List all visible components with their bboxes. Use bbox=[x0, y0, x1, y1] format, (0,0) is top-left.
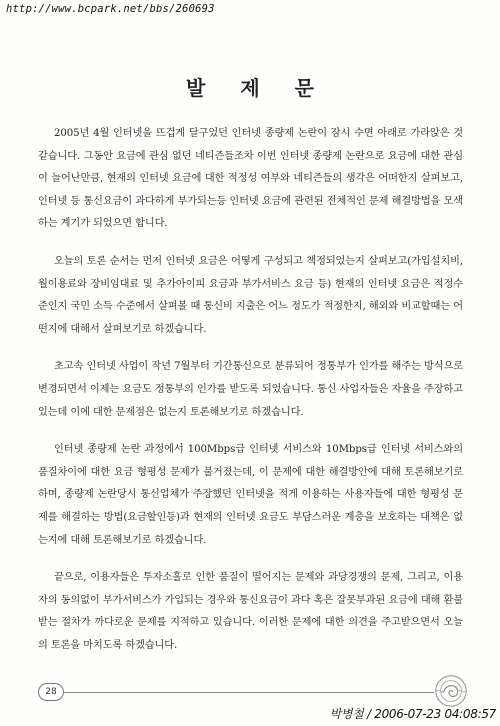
source-url: http://www.bcpark.net/bbs/260693 bbox=[6, 3, 215, 15]
paragraph-4: 인터넷 종량제 논란 과정에서 100Mbps급 인터넷 서비스와 10Mbps급 인터넷 서비스와의 품질차이에 대한 요금 형평성 문제가 불거졌는데, 이 문제에 대한 해결방안에 대해 토론해보기로 하며, 종량제 논란당시 통신업체가 주장했던 인터넷을 적게 이용하는 사용자들에 대한 형평성 문제를 해결하는 방법(요금할인등)과 현재의 인터넷 요금도 부담스러운 계층을 보호하는 대책은 없는지에 대해 토론해보기로 하겠습니다. bbox=[38, 444, 463, 546]
paragraph-2: 오늘의 토론 순서는 먼저 인터넷 요금은 어떻게 구성되고 책정되었는지 살펴보고(가입설치비, 월이용료와 장비임대료 및 추가아이피 요금과 부가서비스 요금 등) 현재의 인터넷 요금은 적정수준인지 국민 소득 수준에서 살펴볼 때 통신비 지출은 어느 정도가 적정한지, 해외와 비교할때는 어떤지에 대해서 살펴보기로 하겠습니다. bbox=[38, 255, 463, 335]
page-number: 28 bbox=[38, 683, 64, 701]
paragraph-5: 끝으로, 이용자들은 투자소홀로 인한 품질이 떨어지는 문제와 과당경쟁의 문제, 그리고, 이용자의 동의없이 부가서비스가 가입되는 경우와 통신요금이 과다 혹은 잘못부과된 요금에 대해 환불받는 절차가 까다로운 문제를 지적하고 있습니다. 이러한 문제에 대한 의견을 주고받으면서 오늘의 토론을 마치도록 하겠습니다. bbox=[38, 572, 463, 651]
signature-stamp: 박병철 / 2006-07-23 04:08:57 bbox=[329, 707, 496, 721]
paragraph-1: 2005년 4월 인터넷을 뜨겁게 달구었던 인터넷 종량제 논란이 잠시 수면 아래로 가라앉은 것 같습니다. 그동안 요금에 관심 없던 네티즌들조차 이번 인터넷 종량제 논란으로 요금에 대한 관심이 늘어난만큼, 현재의 인터넷 요금에 대한 적정성 여부와 네티즌들의 생각은 어떠한지 살펴보고, 인터넷 등 통신요금이 과다하게 부가되는등 인터넷 요금에 관련된 전체적인 문제 해결방법을 모색하는 계기가 되었으면 합니다. bbox=[38, 128, 463, 230]
page-title: 발 제 문 bbox=[186, 76, 328, 100]
paragraph-3: 초고속 인터넷 사업이 작년 7월부터 기간통신으로 분류되어 정통부가 인가를 해주는 방식으로 변경되면서 이제는 요금도 정통부의 인가를 받도록 되었습니다. 통신 사업자들은 자율을 주장하고 있는데 이에 대한 문제점은 없는지 토론해보기로 하겠습니다. bbox=[38, 361, 463, 418]
document-body bbox=[38, 123, 463, 672]
footer-rule bbox=[62, 692, 434, 693]
